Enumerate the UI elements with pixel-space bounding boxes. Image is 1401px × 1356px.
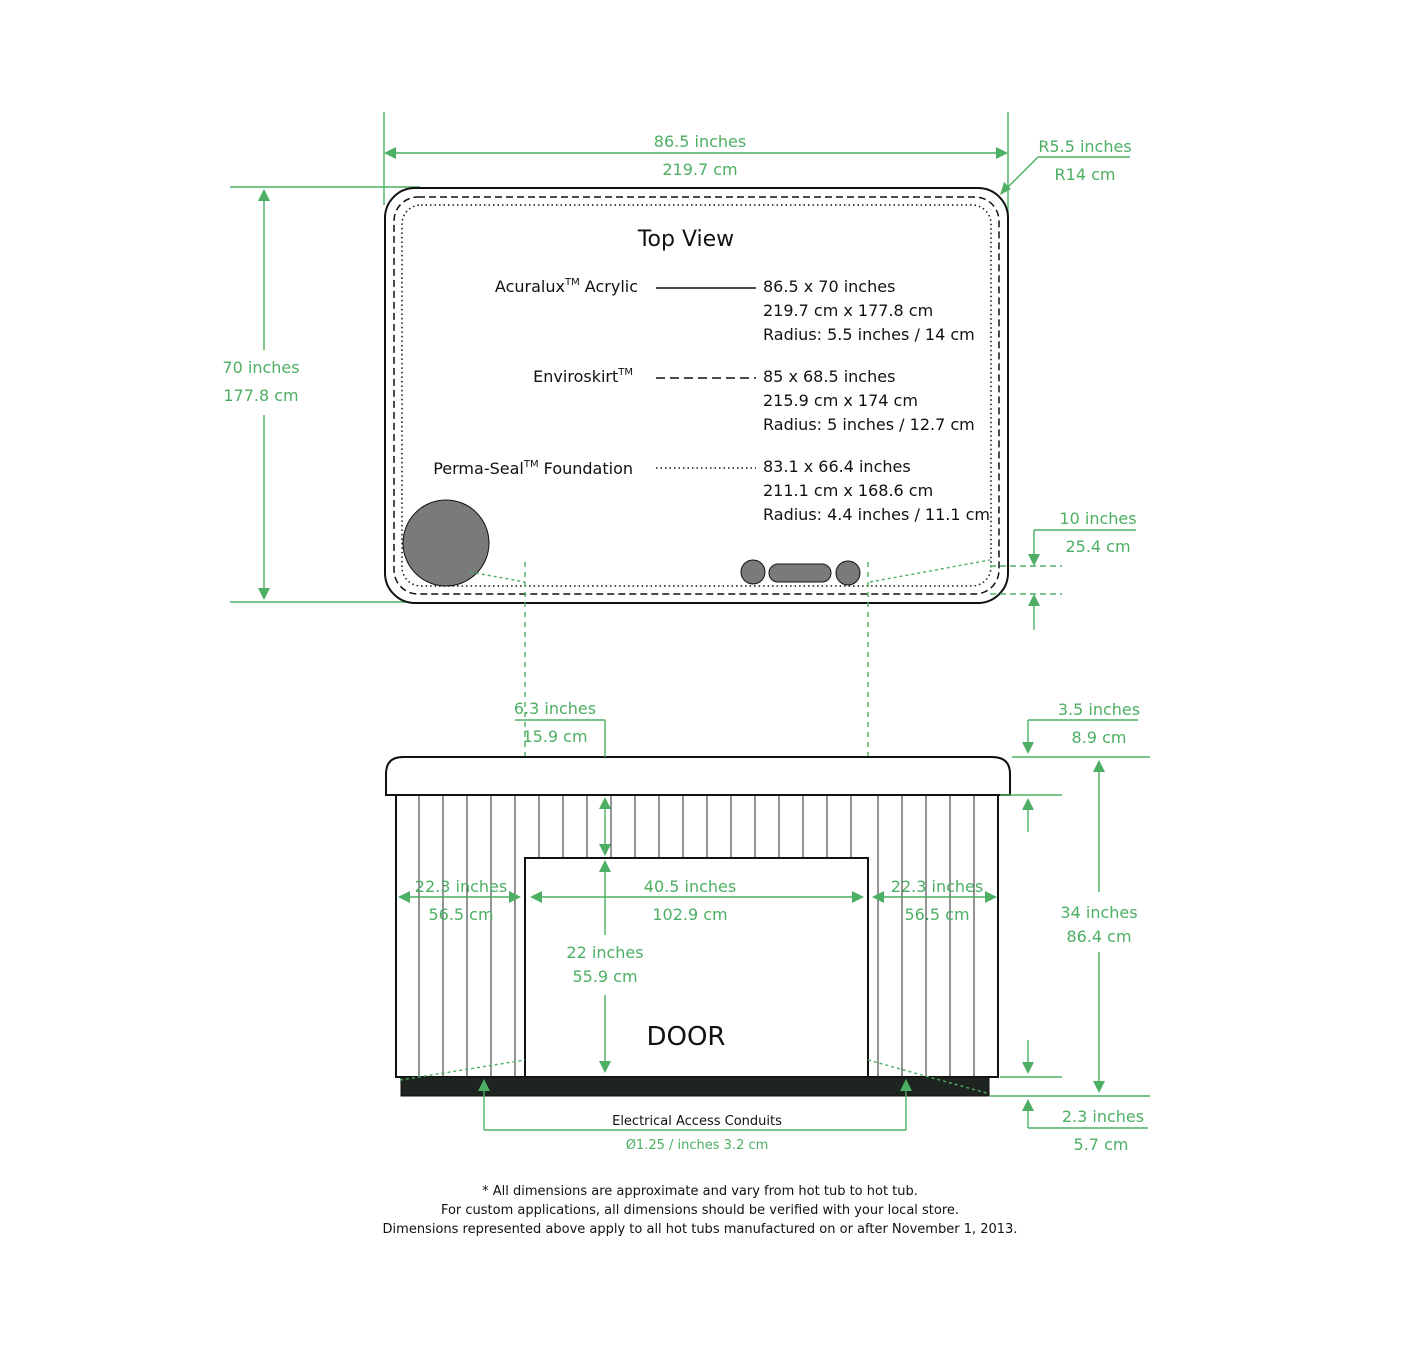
legend-foundation-dims-3: Radius: 4.4 inches / 11.1 cm — [763, 505, 991, 524]
right-panel-inches: 22.3 inches — [890, 877, 984, 896]
lip-inches: 6.3 inches — [513, 699, 597, 718]
door-width-cm: 102.9 cm — [652, 905, 728, 924]
door-height-inches: 22 inches — [566, 943, 644, 962]
top-view — [222, 112, 1136, 630]
top-height-cm: 177.8 cm — [223, 386, 299, 405]
tub-base — [401, 1077, 989, 1096]
radius-leader — [1004, 157, 1038, 191]
top-width-cm: 219.7 cm — [662, 160, 738, 179]
conduit-middle — [769, 564, 831, 582]
top-view-title: Top View — [637, 227, 735, 252]
legend-enviroskirt-label: Enviroskirt™ — [533, 367, 633, 386]
radius-inches: R5.5 inches — [1038, 137, 1132, 156]
legend-enviroskirt-dims-2: 215.9 cm x 174 cm — [763, 391, 918, 410]
legend-foundation-dims-1: 83.1 x 66.4 inches — [763, 457, 911, 476]
conduit-left — [741, 560, 765, 584]
legend-acuralux-label: Acuralux™ Acrylic — [494, 277, 638, 296]
legend-foundation-dims-2: 211.1 cm x 168.6 cm — [763, 481, 934, 500]
footnote-line-3: Dimensions represented above apply to all hot tubs manufactured on or after November 1, 2013. — [382, 1222, 1018, 1237]
height-inches: 34 inches — [1060, 903, 1138, 922]
inset-cm: 25.4 cm — [1065, 537, 1131, 556]
inset-inches: 10 inches — [1059, 509, 1137, 528]
left-panel-cm: 56.5 cm — [428, 905, 494, 924]
legend-acuralux-dims-3: Radius: 5.5 inches / 14 cm — [763, 325, 975, 344]
conduit-size: Ø1.25 / inches 3.2 cm — [625, 1138, 769, 1153]
left-panel-inches: 22.3 inches — [414, 877, 508, 896]
tub-cap — [386, 757, 1010, 795]
cap-cm: 8.9 cm — [1071, 728, 1127, 747]
conduit-label: Electrical Access Conduits — [612, 1114, 782, 1129]
height-cm: 86.4 cm — [1066, 927, 1132, 946]
base-cm: 5.7 cm — [1073, 1135, 1129, 1154]
right-panel-cm: 56.5 cm — [904, 905, 970, 924]
top-width-inches: 86.5 inches — [653, 132, 747, 151]
footnotes — [383, 1184, 1018, 1237]
footnote-line-2: For custom applications, all dimensions should be verified with your local store. — [440, 1203, 960, 1218]
footnote-line-1: * All dimensions are approximate and vary from hot tub to hot tub. — [482, 1184, 918, 1199]
top-height-inches: 70 inches — [222, 358, 300, 377]
lip-cm: 15.9 cm — [522, 727, 588, 746]
door-label: DOOR — [646, 1022, 726, 1052]
cap-inches: 3.5 inches — [1057, 700, 1141, 719]
legend-enviroskirt-dims-3: Radius: 5 inches / 12.7 cm — [763, 415, 975, 434]
conduit-right — [836, 561, 860, 585]
side-view — [386, 699, 1150, 1154]
door-width-inches: 40.5 inches — [643, 877, 737, 896]
legend-acuralux-dims-2: 219.7 cm x 177.8 cm — [763, 301, 934, 320]
legend-foundation-label: Perma-Seal™ Foundation — [433, 459, 633, 478]
legend-enviroskirt-dims-1: 85 x 68.5 inches — [763, 367, 896, 386]
base-inches: 2.3 inches — [1061, 1107, 1145, 1126]
legend-acuralux-dims-1: 86.5 x 70 inches — [763, 277, 896, 296]
radius-cm: R14 cm — [1054, 165, 1116, 184]
door-height-cm: 55.9 cm — [572, 967, 638, 986]
